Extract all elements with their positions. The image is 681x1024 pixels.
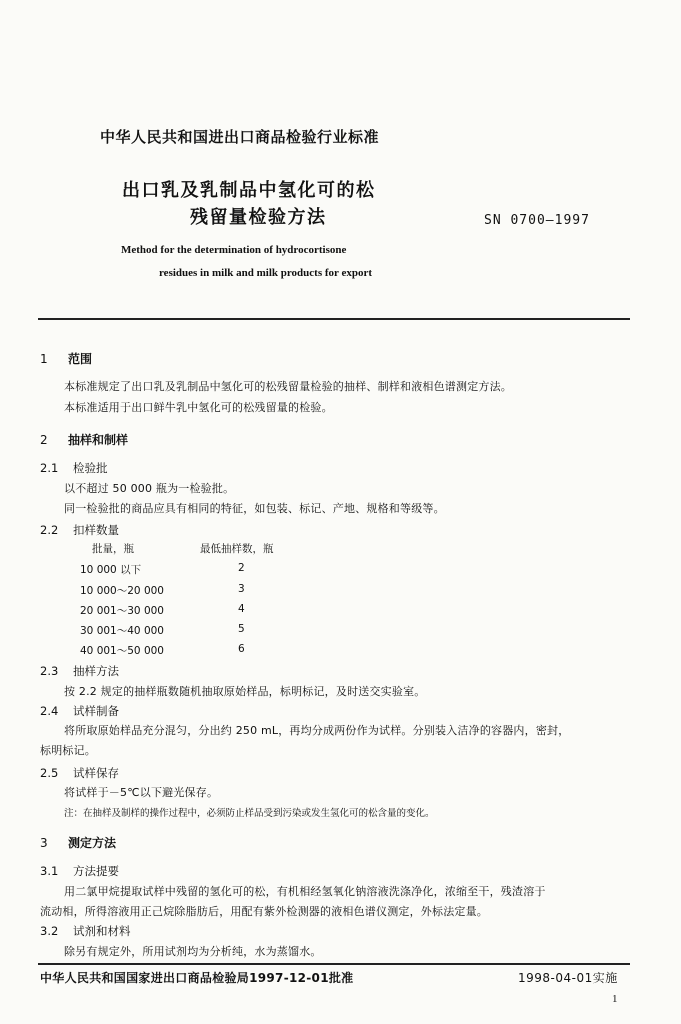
table-cell-min: 5 [238, 623, 245, 635]
industry-standard-title: 中华人民共和国进出口商品检验行业标准 [100, 128, 380, 146]
section-1-heading: 1 范围 [40, 352, 93, 366]
section-2-4-paragraph-1: 将所取原始样品充分混匀，分出约 250 mL，再均分成两份作为试样。分别装入洁净的容器内，密封， [64, 724, 570, 737]
section-2-3-paragraph: 按 2.2 规定的抽样瓶数随机抽取原始样品，标明标记，及时送交实验室。 [64, 685, 426, 698]
section-2-5-note: 注：在抽样及制样的操作过程中，必须防止样品受到污染或发生氢化可的松含量的变化。 [64, 808, 435, 819]
table-cell-batch: 30 001～40 000 [80, 625, 164, 637]
section-3-2-heading: 3.2 试剂和材料 [40, 924, 131, 938]
table-cell-min: 2 [238, 562, 245, 574]
document-title-line2: 残留量检验方法 [190, 207, 327, 228]
section-3-1-heading: 3.1 方法提要 [40, 864, 119, 878]
section-2-heading: 2 抽样和制样 [40, 433, 129, 447]
section-3-heading: 3 测定方法 [40, 836, 117, 850]
table-cell-batch: 10 000 以下 [80, 564, 142, 576]
document-title-line1: 出口乳及乳制品中氢化可的松 [122, 180, 376, 201]
english-title-line2: residues in milk and milk products for export [159, 267, 373, 279]
section-2-1-paragraph-2: 同一检验批的商品应具有相同的特征，如包装、标记、产地、规格和等级等。 [64, 502, 445, 515]
table-header-batch: 批量，瓶 [92, 543, 134, 555]
table-cell-batch: 20 001～30 000 [80, 605, 164, 617]
table-header-min-samples: 最低抽样数，瓶 [200, 543, 274, 555]
section-1-paragraph-2: 本标准适用于出口鲜牛乳中氢化可的松残留量的检验。 [64, 401, 333, 414]
implementation-date: 1998-04-01实施 [518, 971, 618, 985]
section-2-3-heading: 2.3 抽样方法 [40, 664, 119, 678]
section-2-4-paragraph-2: 标明标记。 [40, 744, 96, 757]
table-cell-min: 4 [238, 603, 245, 615]
table-cell-batch: 40 001～50 000 [80, 645, 164, 657]
approval-statement: 中华人民共和国国家进出口商品检验局1997-12-01批准 [40, 971, 354, 985]
section-1-paragraph-1: 本标准规定了出口乳及乳制品中氢化可的松残留量检验的抽样、制样和液相色谱测定方法。 [64, 380, 512, 393]
table-cell-min: 6 [238, 643, 245, 655]
page-number: 1 [612, 993, 618, 1005]
table-cell-min: 3 [238, 583, 245, 595]
section-3-2-paragraph: 除另有规定外，所用试剂均为分析纯，水为蒸馏水。 [64, 945, 322, 958]
section-2-2-heading: 2.2 扣样数量 [40, 523, 119, 537]
section-2-5-heading: 2.5 试样保存 [40, 766, 119, 780]
footer-divider [38, 963, 630, 965]
section-2-1-paragraph-1: 以不超过 50 000 瓶为一检验批。 [64, 482, 235, 495]
english-title-line1: Method for the determination of hydrocortisone [121, 244, 347, 256]
section-3-1-paragraph-1: 用二氯甲烷提取试样中残留的氢化可的松，有机相经氢氧化钠溶液洗涤净化，浓缩至干，残渣溶于 [64, 885, 546, 898]
section-2-4-heading: 2.4 试样制备 [40, 704, 119, 718]
section-2-5-paragraph: 将试样于－5℃以下避光保存。 [64, 786, 219, 799]
section-2-1-heading: 2.1 检验批 [40, 461, 108, 475]
standard-code: SN 0700—1997 [484, 213, 590, 228]
header-divider [38, 318, 630, 320]
table-cell-batch: 10 000～20 000 [80, 585, 164, 597]
section-3-1-paragraph-2: 流动相，所得溶液用正己烷除脂肪后，用配有紫外检测器的液相色谱仪测定，外标法定量。 [40, 905, 488, 918]
